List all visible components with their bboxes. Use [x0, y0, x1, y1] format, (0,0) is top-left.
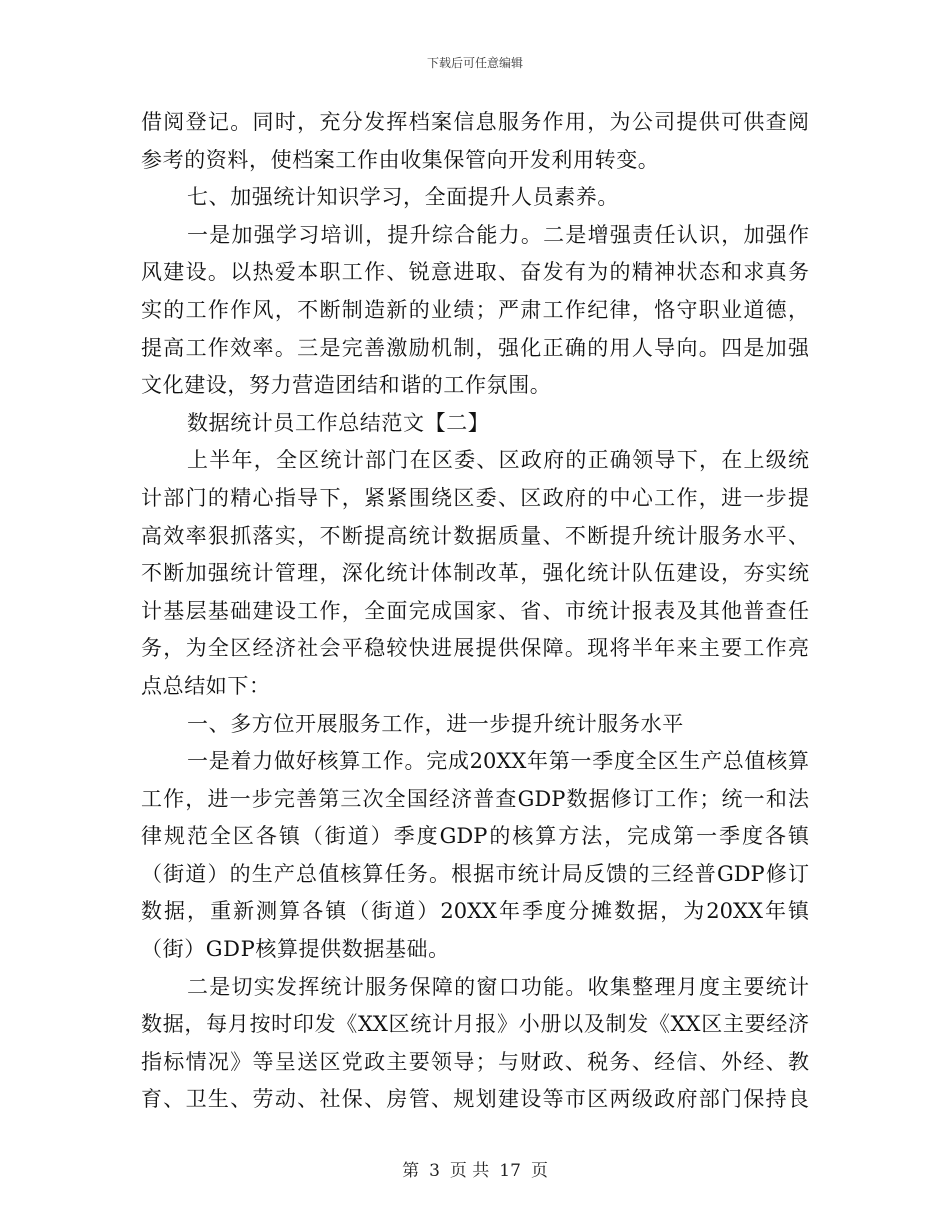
- text-line: 务，为全区经济社会平稳较快进展提供保障。现将半年来主要工作亮: [141, 636, 809, 661]
- text-line: 计部门的精心指导下，紧紧围绕区委、区政府的中心工作，进一步提: [141, 485, 809, 510]
- text-line: 实的工作作风，不断制造新的业绩；严肃工作纪律，恪守职业道德，: [141, 297, 809, 322]
- text-line: 数据，重新测算各镇（街道）20XX年季度分摊数据，为20XX年镇: [141, 899, 809, 924]
- text-line: 提高工作效率。三是完善激励机制，强化正确的用人导向。四是加强: [141, 335, 809, 360]
- text-line: 数据，每月按时印发《XX区统计月报》小册以及制发《XX区主要经济: [141, 1012, 809, 1037]
- text-line: 一是加强学习培训，提升综合能力。二是增强责任认识，加强作: [187, 222, 809, 247]
- text-line: （街）GDP核算提供数据基础。: [141, 937, 450, 962]
- text-line: 数据统计员工作总结范文【二】: [187, 410, 490, 435]
- header-text: 下载后可任意编辑: [426, 56, 523, 70]
- text-line: 不断加强统计管理，深化统计体制改革，强化统计队伍建设，夯实统: [141, 561, 809, 586]
- document-body: [141, 104, 809, 1119]
- text-line: 一是着力做好核算工作。完成20XX年第一季度全区生产总值核算: [187, 749, 809, 774]
- text-line: 一、多方位开展服务工作，进一步提升统计服务水平: [187, 711, 684, 736]
- text-line: 上半年，全区统计部门在区委、区政府的正确领导下，在上级统: [187, 448, 809, 473]
- text-line: 指标情况》等呈送区党政主要领导；与财政、税务、经信、外经、教: [141, 1049, 809, 1074]
- text-line: （街道）的生产总值核算任务。根据市统计局反馈的三经普GDP修订: [141, 861, 809, 886]
- text-line: 风建设。以热爱本职工作、锐意进取、奋发有为的精神状态和求真务: [141, 260, 809, 285]
- footer-middle: 页 共: [449, 1161, 490, 1181]
- text-line: 二是切实发挥统计服务保障的窗口功能。收集整理月度主要统计: [187, 974, 809, 999]
- text-line: 律规范全区各镇（街道）季度GDP的核算方法，完成第一季度各镇: [141, 824, 809, 849]
- page-footer: [0, 1156, 950, 1181]
- text-line: 高效率狠抓落实，不断提高统计数据质量、不断提升统计服务水平、: [141, 523, 809, 548]
- text-line: 点总结如下：: [141, 673, 271, 698]
- footer-prefix: 第: [402, 1161, 420, 1181]
- text-line: 工作，进一步完善第三次全国经济普查GDP数据修订工作；统一和法: [141, 786, 809, 811]
- text-line: 计基层基础建设工作，全面完成国家、省、市统计报表及其他普查任: [141, 598, 809, 623]
- text-line: 七、加强统计知识学习，全面提升人员素养。: [187, 185, 619, 210]
- text-line: 文化建设，努力营造团结和谐的工作氛围。: [141, 373, 552, 398]
- text-line: 参考的资料，使档案工作由收集保管向开发利用转变。: [141, 147, 660, 172]
- page-header: [0, 54, 950, 71]
- footer-suffix: 页: [530, 1161, 548, 1181]
- text-line: 育、卫生、劳动、社保、房管、规划建设等市区两级政府部门保持良: [141, 1087, 809, 1112]
- total-pages-number: 17: [499, 1161, 521, 1181]
- current-page-number: 3: [429, 1161, 440, 1181]
- text-line: 借阅登记。同时，充分发挥档案信息服务作用，为公司提供可供查阅: [141, 110, 809, 134]
